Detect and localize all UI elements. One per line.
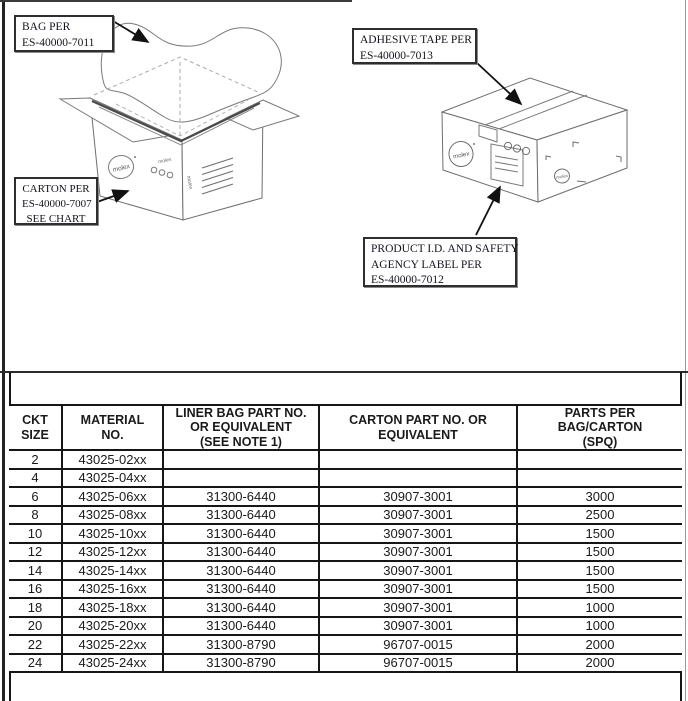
product-callout-label <box>363 237 517 287</box>
callout-line: ES-40000-7007 <box>22 197 92 210</box>
callout-line: ES-40000-7011 <box>22 36 95 49</box>
packaging-spec-table <box>9 404 682 673</box>
cell-ckt-size: 2 <box>9 450 62 469</box>
cell-material-no: 43025-04xx <box>62 469 163 488</box>
callout-line: PRODUCT I.D. AND SAFETY <box>371 243 519 255</box>
cell-material-no: 43025-06xx <box>62 487 163 506</box>
cell-liner-bag: 31300-6440 <box>163 506 319 525</box>
callout-line: AGENCY LABEL PER <box>371 258 482 271</box>
carton-callout-label <box>14 177 98 225</box>
cell-carton-part: 30907-3001 <box>319 543 517 562</box>
product-callout-arrow <box>476 187 500 235</box>
bag-callout-label <box>14 15 114 52</box>
carton-print-brand: molex <box>157 156 172 166</box>
table-row <box>9 450 682 469</box>
cell-carton-part: 30907-3001 <box>319 617 517 636</box>
molex-side-logo-text: molex <box>555 172 569 180</box>
cell-spq: 1500 <box>517 580 682 599</box>
table-row <box>9 598 682 617</box>
cell-spq: 1000 <box>517 617 682 636</box>
cell-ckt-size: 20 <box>9 617 62 636</box>
col-header-liner-bag: LINER BAG PART NO. OR EQUIVALENT (SEE NOTE 1) <box>163 405 319 450</box>
cell-ckt-size: 4 <box>9 469 62 488</box>
cell-liner-bag: 31300-6440 <box>163 598 319 617</box>
cell-carton-part: 30907-3001 <box>319 580 517 599</box>
cell-carton-part: 30907-3001 <box>319 524 517 543</box>
cell-ckt-size: 10 <box>9 524 62 543</box>
cell-carton-part <box>319 469 517 488</box>
callout-line: ES-40000-7012 <box>371 274 444 287</box>
cell-liner-bag: 31300-8790 <box>163 654 319 673</box>
col-header-ckt-size: CKT SIZE <box>9 405 62 450</box>
cell-carton-part: 30907-3001 <box>319 506 517 525</box>
cell-spq <box>517 469 682 488</box>
table-row <box>9 617 682 636</box>
cell-liner-bag: 31300-6440 <box>163 524 319 543</box>
table-row <box>9 487 682 506</box>
cell-material-no: 43025-10xx <box>62 524 163 543</box>
cell-ckt-size: 22 <box>9 635 62 654</box>
cell-liner-bag <box>163 469 319 488</box>
cell-material-no: 43025-22xx <box>62 635 163 654</box>
table-row <box>9 635 682 654</box>
cell-liner-bag: 31300-6440 <box>163 617 319 636</box>
cell-spq: 1500 <box>517 561 682 580</box>
table-row <box>9 561 682 580</box>
callout-line: ADHESIVE TAPE PER <box>360 34 472 46</box>
cell-carton-part <box>319 450 517 469</box>
cell-spq: 3000 <box>517 487 682 506</box>
cell-material-no: 43025-12xx <box>62 543 163 562</box>
cell-material-no: 43025-02xx <box>62 450 163 469</box>
cell-carton-part: 96707-0015 <box>319 635 517 654</box>
cell-liner-bag: 31300-8790 <box>163 635 319 654</box>
col-header-material-no: MATERIAL NO. <box>62 405 163 450</box>
callout-line: ES-40000-7013 <box>360 49 433 62</box>
cell-liner-bag <box>163 450 319 469</box>
cell-carton-part: 30907-3001 <box>319 598 517 617</box>
cell-spq: 1500 <box>517 524 682 543</box>
callout-line: CARTON PER <box>22 183 90 195</box>
cell-spq: 1000 <box>517 598 682 617</box>
sealed-carton-figure <box>442 78 627 202</box>
tape-callout-label <box>352 28 477 64</box>
callout-line: BAG PER <box>22 21 71 33</box>
table-row <box>9 543 682 562</box>
cell-liner-bag: 31300-6440 <box>163 561 319 580</box>
table-header-row <box>9 405 682 450</box>
table-row <box>9 524 682 543</box>
cell-spq: 1500 <box>517 543 682 562</box>
registered-mark-dot <box>473 143 475 145</box>
cell-ckt-size: 18 <box>9 598 62 617</box>
cell-liner-bag: 31300-6440 <box>163 487 319 506</box>
col-header-carton-part: CARTON PART NO. OR EQUIVALENT <box>319 405 517 450</box>
cell-ckt-size: 8 <box>9 506 62 525</box>
table-row <box>9 469 682 488</box>
cell-liner-bag: 31300-6440 <box>163 580 319 599</box>
cell-ckt-size: 12 <box>9 543 62 562</box>
cell-ckt-size: 14 <box>9 561 62 580</box>
cell-material-no: 43025-08xx <box>62 506 163 525</box>
col-header-spq: PARTS PER BAG/CARTON (SPQ) <box>517 405 682 450</box>
molex-logo-text: molex <box>452 150 471 161</box>
cell-spq: 2500 <box>517 506 682 525</box>
table-row <box>9 506 682 525</box>
table-row <box>9 654 682 673</box>
cell-ckt-size: 16 <box>9 580 62 599</box>
cell-ckt-size: 6 <box>9 487 62 506</box>
cell-ckt-size: 24 <box>9 654 62 673</box>
cell-carton-part: 96707-0015 <box>319 654 517 673</box>
cell-material-no: 43025-20xx <box>62 617 163 636</box>
cell-liner-bag: 31300-6440 <box>163 543 319 562</box>
table-row <box>9 580 682 599</box>
cell-carton-part: 30907-3001 <box>319 561 517 580</box>
cell-material-no: 43025-24xx <box>62 654 163 673</box>
cell-material-no: 43025-16xx <box>62 580 163 599</box>
cell-spq: 2000 <box>517 654 682 673</box>
cell-material-no: 43025-14xx <box>62 561 163 580</box>
registered-mark-dot <box>134 156 136 158</box>
cell-material-no: 43025-18xx <box>62 598 163 617</box>
cell-spq <box>517 450 682 469</box>
cell-carton-part: 30907-3001 <box>319 487 517 506</box>
carton-side-brand-vertical: molex <box>185 175 194 190</box>
callout-line: SEE CHART <box>26 212 86 225</box>
cell-spq: 2000 <box>517 635 682 654</box>
molex-logo-text: molex <box>112 162 131 174</box>
